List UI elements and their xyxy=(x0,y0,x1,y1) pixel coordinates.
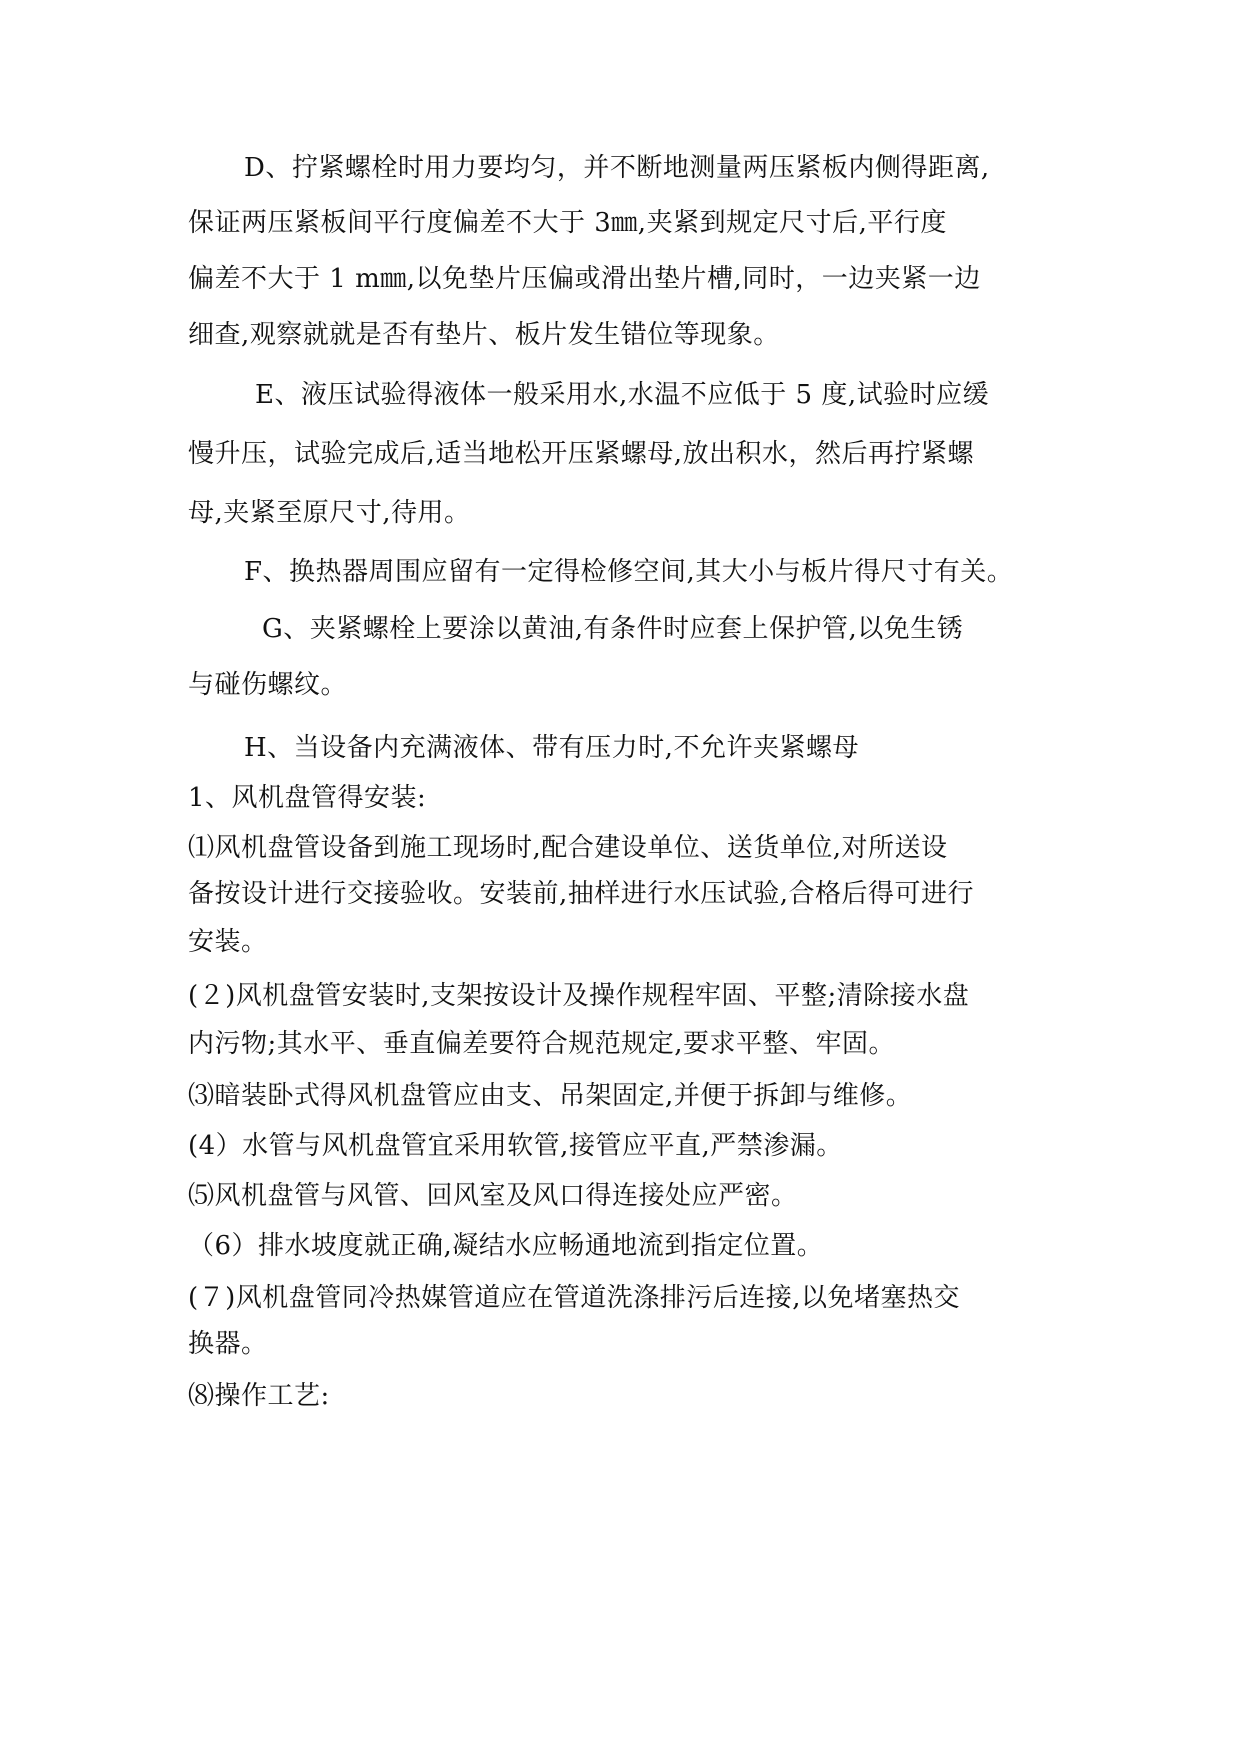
paragraph-g-line-1: G、夹紧螺栓上要涂以黄油,有条件时应套上保护管,以免生锈 xyxy=(262,614,964,644)
item-3-line-1: ⑶暗装卧式得风机盘管应由支、吊架固定,并便于拆卸与维修。 xyxy=(188,1081,913,1111)
paragraph-e-line-1: E、液压试验得液体一般采用水,水温不应低于 5 度,试验时应缓 xyxy=(255,380,990,410)
paragraph-h-line-1: H、当设备内充满液体、带有压力时,不允许夹紧螺母 xyxy=(244,733,859,763)
item-1-line-1: ⑴风机盘管设备到施工现场时,配合建设单位、送货单位,对所送设 xyxy=(188,833,948,863)
item-7-line-1: (７)风机盘管同冷热媒管道应在管道洗涤排污后连接,以免堵塞热交 xyxy=(188,1283,961,1313)
item-2-line-1: (２)风机盘管安装时,支架按设计及操作规程牢固、平整;清除接水盘 xyxy=(188,981,970,1011)
item-4-line-1: (4）水管与风机盘管宜采用软管,接管应平直,严禁渗漏。 xyxy=(188,1131,843,1161)
paragraph-f-line-1: F、换热器周围应留有一定得检修空间,其大小与板片得尺寸有关。 xyxy=(244,557,1014,587)
paragraph-e-line-2: 慢升压，试验完成后,适当地松开压紧螺母,放出积水，然后再拧紧螺 xyxy=(188,439,975,469)
paragraph-d-line-2: 保证两压紧板间平行度偏差不大于 3㎜,夹紧到规定尺寸后,平行度 xyxy=(188,208,947,238)
paragraph-e-line-3: 母,夹紧至原尺寸,待用。 xyxy=(188,498,471,528)
section-heading: 1、风机盘管得安装: xyxy=(188,783,427,813)
item-5-line-1: ⑸风机盘管与风管、回风室及风口得连接处应严密。 xyxy=(188,1181,798,1211)
item-1-line-3: 安装。 xyxy=(188,927,268,957)
item-8-line-1: ⑻操作工艺: xyxy=(188,1381,330,1411)
item-1-line-2: 备按设计进行交接验收。安装前,抽样进行水压试验,合格后得可进行 xyxy=(188,879,975,909)
paragraph-d-line-3: 偏差不大于 1 m㎜,以免垫片压偏或滑出垫片槽,同时，一边夹紧一边 xyxy=(188,264,981,294)
paragraph-d-line-1: D、拧紧螺栓时用力要均匀，并不断地测量两压紧板内侧得距离, xyxy=(244,153,990,183)
paragraph-g-line-2: 与碰伤螺纹。 xyxy=(188,670,348,700)
item-7-line-2: 换器。 xyxy=(188,1329,268,1359)
item-6-line-1: （6）排水坡度就正确,凝结水应畅通地流到指定位置。 xyxy=(188,1231,824,1261)
item-2-line-2: 内污物;其水平、垂直偏差要符合规范规定,要求平整、牢固。 xyxy=(188,1029,896,1059)
paragraph-d-line-4: 细查,观察就就是否有垫片、板片发生错位等现象。 xyxy=(188,320,780,350)
